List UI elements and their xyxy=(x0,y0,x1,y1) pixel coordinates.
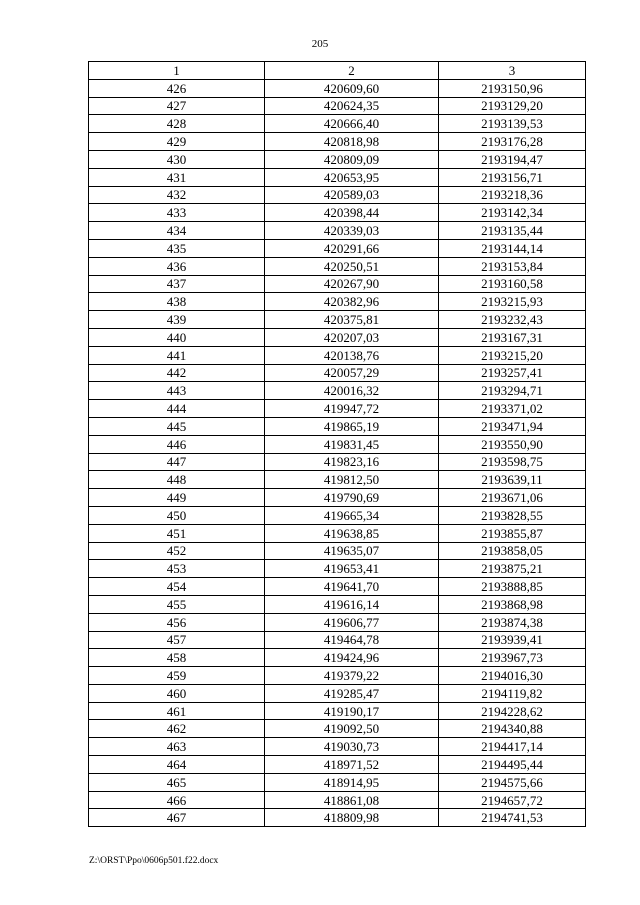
table-row xyxy=(89,756,586,774)
table-row xyxy=(89,293,586,311)
y-coordinate-cell: 2194417,14 xyxy=(439,738,586,756)
table-row xyxy=(89,702,586,720)
y-coordinate-cell: 2193855,87 xyxy=(439,524,586,542)
point-number-cell: 431 xyxy=(89,168,265,186)
x-coordinate-cell: 418861,08 xyxy=(265,791,439,809)
x-coordinate-cell: 418914,95 xyxy=(265,773,439,791)
point-number-cell: 456 xyxy=(89,613,265,631)
table-row xyxy=(89,115,586,133)
y-coordinate-cell: 2193550,90 xyxy=(439,435,586,453)
point-number-cell: 459 xyxy=(89,667,265,685)
point-number-cell: 464 xyxy=(89,756,265,774)
point-number-cell: 463 xyxy=(89,738,265,756)
y-coordinate-cell: 2193176,28 xyxy=(439,133,586,151)
y-coordinate-cell: 2194495,44 xyxy=(439,756,586,774)
table-row xyxy=(89,79,586,97)
table-row xyxy=(89,471,586,489)
table-row xyxy=(89,417,586,435)
y-coordinate-cell: 2193874,38 xyxy=(439,613,586,631)
point-number-cell: 450 xyxy=(89,506,265,524)
table-row xyxy=(89,506,586,524)
table-row xyxy=(89,257,586,275)
point-number-cell: 436 xyxy=(89,257,265,275)
x-coordinate-cell: 419424,96 xyxy=(265,649,439,667)
y-coordinate-cell: 2194228,62 xyxy=(439,702,586,720)
x-coordinate-cell: 420291,66 xyxy=(265,239,439,257)
x-coordinate-cell: 419285,47 xyxy=(265,684,439,702)
point-number-cell: 455 xyxy=(89,595,265,613)
y-coordinate-cell: 2193868,98 xyxy=(439,595,586,613)
point-number-cell: 435 xyxy=(89,239,265,257)
y-coordinate-cell: 2194340,88 xyxy=(439,720,586,738)
table-row xyxy=(89,720,586,738)
point-number-cell: 442 xyxy=(89,364,265,382)
table-row xyxy=(89,346,586,364)
column-header-2: 2 xyxy=(265,62,439,80)
table-row xyxy=(89,311,586,329)
x-coordinate-cell: 420382,96 xyxy=(265,293,439,311)
point-number-cell: 426 xyxy=(89,79,265,97)
column-header-3: 3 xyxy=(439,62,586,80)
table-row xyxy=(89,560,586,578)
y-coordinate-cell: 2194119,82 xyxy=(439,684,586,702)
y-coordinate-cell: 2193232,43 xyxy=(439,311,586,329)
point-number-cell: 466 xyxy=(89,791,265,809)
point-number-cell: 461 xyxy=(89,702,265,720)
x-coordinate-cell: 420375,81 xyxy=(265,311,439,329)
point-number-cell: 434 xyxy=(89,222,265,240)
y-coordinate-cell: 2194741,53 xyxy=(439,809,586,827)
x-coordinate-cell: 418809,98 xyxy=(265,809,439,827)
point-number-cell: 444 xyxy=(89,400,265,418)
y-coordinate-cell: 2193598,75 xyxy=(439,453,586,471)
x-coordinate-cell: 418971,52 xyxy=(265,756,439,774)
table-row xyxy=(89,364,586,382)
point-number-cell: 451 xyxy=(89,524,265,542)
point-number-cell: 452 xyxy=(89,542,265,560)
y-coordinate-cell: 2193153,84 xyxy=(439,257,586,275)
point-number-cell: 438 xyxy=(89,293,265,311)
x-coordinate-cell: 419464,78 xyxy=(265,631,439,649)
table-row xyxy=(89,328,586,346)
x-coordinate-cell: 420589,03 xyxy=(265,186,439,204)
y-coordinate-cell: 2193160,58 xyxy=(439,275,586,293)
x-coordinate-cell: 419379,22 xyxy=(265,667,439,685)
table-row xyxy=(89,133,586,151)
x-coordinate-cell: 419823,16 xyxy=(265,453,439,471)
x-coordinate-cell: 419812,50 xyxy=(265,471,439,489)
y-coordinate-cell: 2194016,30 xyxy=(439,667,586,685)
x-coordinate-cell: 420609,60 xyxy=(265,79,439,97)
y-coordinate-cell: 2193639,11 xyxy=(439,471,586,489)
table-row xyxy=(89,97,586,115)
table-row xyxy=(89,542,586,560)
table-row xyxy=(89,489,586,507)
table-row xyxy=(89,204,586,222)
x-coordinate-cell: 419790,69 xyxy=(265,489,439,507)
y-coordinate-cell: 2194657,72 xyxy=(439,791,586,809)
x-coordinate-cell: 420666,40 xyxy=(265,115,439,133)
table-row xyxy=(89,435,586,453)
point-number-cell: 448 xyxy=(89,471,265,489)
point-number-cell: 460 xyxy=(89,684,265,702)
y-coordinate-cell: 2193139,53 xyxy=(439,115,586,133)
x-coordinate-cell: 420809,09 xyxy=(265,150,439,168)
point-number-cell: 458 xyxy=(89,649,265,667)
y-coordinate-cell: 2193156,71 xyxy=(439,168,586,186)
y-coordinate-cell: 2193129,20 xyxy=(439,97,586,115)
x-coordinate-cell: 419865,19 xyxy=(265,417,439,435)
table-row xyxy=(89,595,586,613)
x-coordinate-cell: 420653,95 xyxy=(265,168,439,186)
x-coordinate-cell: 419190,17 xyxy=(265,702,439,720)
x-coordinate-cell: 419606,77 xyxy=(265,613,439,631)
table-row xyxy=(89,275,586,293)
y-coordinate-cell: 2193142,34 xyxy=(439,204,586,222)
table-row xyxy=(89,239,586,257)
y-coordinate-cell: 2193471,94 xyxy=(439,417,586,435)
table-row xyxy=(89,186,586,204)
y-coordinate-cell: 2194575,66 xyxy=(439,773,586,791)
y-coordinate-cell: 2193215,93 xyxy=(439,293,586,311)
y-coordinate-cell: 2193939,41 xyxy=(439,631,586,649)
x-coordinate-cell: 420250,51 xyxy=(265,257,439,275)
x-coordinate-cell: 419947,72 xyxy=(265,400,439,418)
point-number-cell: 440 xyxy=(89,328,265,346)
point-number-cell: 453 xyxy=(89,560,265,578)
x-coordinate-cell: 419831,45 xyxy=(265,435,439,453)
x-coordinate-cell: 419641,70 xyxy=(265,578,439,596)
y-coordinate-cell: 2193294,71 xyxy=(439,382,586,400)
y-coordinate-cell: 2193371,02 xyxy=(439,400,586,418)
y-coordinate-cell: 2193858,05 xyxy=(439,542,586,560)
point-number-cell: 439 xyxy=(89,311,265,329)
x-coordinate-cell: 419665,34 xyxy=(265,506,439,524)
point-number-cell: 462 xyxy=(89,720,265,738)
y-coordinate-cell: 2193257,41 xyxy=(439,364,586,382)
x-coordinate-cell: 419653,41 xyxy=(265,560,439,578)
coordinates-table xyxy=(88,61,586,827)
x-coordinate-cell: 419616,14 xyxy=(265,595,439,613)
x-coordinate-cell: 420818,98 xyxy=(265,133,439,151)
x-coordinate-cell: 420016,32 xyxy=(265,382,439,400)
table-row xyxy=(89,150,586,168)
x-coordinate-cell: 420267,90 xyxy=(265,275,439,293)
point-number-cell: 465 xyxy=(89,773,265,791)
y-coordinate-cell: 2193671,06 xyxy=(439,489,586,507)
table-row xyxy=(89,222,586,240)
table-row xyxy=(89,524,586,542)
point-number-cell: 433 xyxy=(89,204,265,222)
table-row xyxy=(89,453,586,471)
x-coordinate-cell: 420138,76 xyxy=(265,346,439,364)
table-body xyxy=(89,79,586,826)
point-number-cell: 446 xyxy=(89,435,265,453)
y-coordinate-cell: 2193194,47 xyxy=(439,150,586,168)
x-coordinate-cell: 419030,73 xyxy=(265,738,439,756)
y-coordinate-cell: 2193135,44 xyxy=(439,222,586,240)
table-row xyxy=(89,773,586,791)
y-coordinate-cell: 2193888,85 xyxy=(439,578,586,596)
x-coordinate-cell: 419635,07 xyxy=(265,542,439,560)
x-coordinate-cell: 419638,85 xyxy=(265,524,439,542)
table-row xyxy=(89,613,586,631)
table-row xyxy=(89,738,586,756)
table-header-row xyxy=(89,62,586,80)
table-row xyxy=(89,791,586,809)
x-coordinate-cell: 420339,03 xyxy=(265,222,439,240)
table-row xyxy=(89,631,586,649)
y-coordinate-cell: 2193167,31 xyxy=(439,328,586,346)
table-row xyxy=(89,578,586,596)
x-coordinate-cell: 419092,50 xyxy=(265,720,439,738)
point-number-cell: 429 xyxy=(89,133,265,151)
point-number-cell: 445 xyxy=(89,417,265,435)
y-coordinate-cell: 2193150,96 xyxy=(439,79,586,97)
table-row xyxy=(89,684,586,702)
y-coordinate-cell: 2193218,36 xyxy=(439,186,586,204)
column-header-1: 1 xyxy=(89,62,265,80)
footer-file-path: Z:\ORST\Ppo\0606p501.f22.docx xyxy=(89,856,219,866)
table-row xyxy=(89,400,586,418)
point-number-cell: 427 xyxy=(89,97,265,115)
table-row xyxy=(89,809,586,827)
y-coordinate-cell: 2193967,73 xyxy=(439,649,586,667)
page-number: 205 xyxy=(311,38,329,50)
x-coordinate-cell: 420624,35 xyxy=(265,97,439,115)
point-number-cell: 437 xyxy=(89,275,265,293)
x-coordinate-cell: 420057,29 xyxy=(265,364,439,382)
y-coordinate-cell: 2193215,20 xyxy=(439,346,586,364)
x-coordinate-cell: 420398,44 xyxy=(265,204,439,222)
point-number-cell: 443 xyxy=(89,382,265,400)
point-number-cell: 457 xyxy=(89,631,265,649)
point-number-cell: 430 xyxy=(89,150,265,168)
table-row xyxy=(89,667,586,685)
point-number-cell: 467 xyxy=(89,809,265,827)
point-number-cell: 447 xyxy=(89,453,265,471)
point-number-cell: 441 xyxy=(89,346,265,364)
x-coordinate-cell: 420207,03 xyxy=(265,328,439,346)
point-number-cell: 454 xyxy=(89,578,265,596)
table-row xyxy=(89,168,586,186)
y-coordinate-cell: 2193144,14 xyxy=(439,239,586,257)
y-coordinate-cell: 2193828,55 xyxy=(439,506,586,524)
y-coordinate-cell: 2193875,21 xyxy=(439,560,586,578)
point-number-cell: 428 xyxy=(89,115,265,133)
point-number-cell: 432 xyxy=(89,186,265,204)
point-number-cell: 449 xyxy=(89,489,265,507)
table-row xyxy=(89,649,586,667)
table-row xyxy=(89,382,586,400)
